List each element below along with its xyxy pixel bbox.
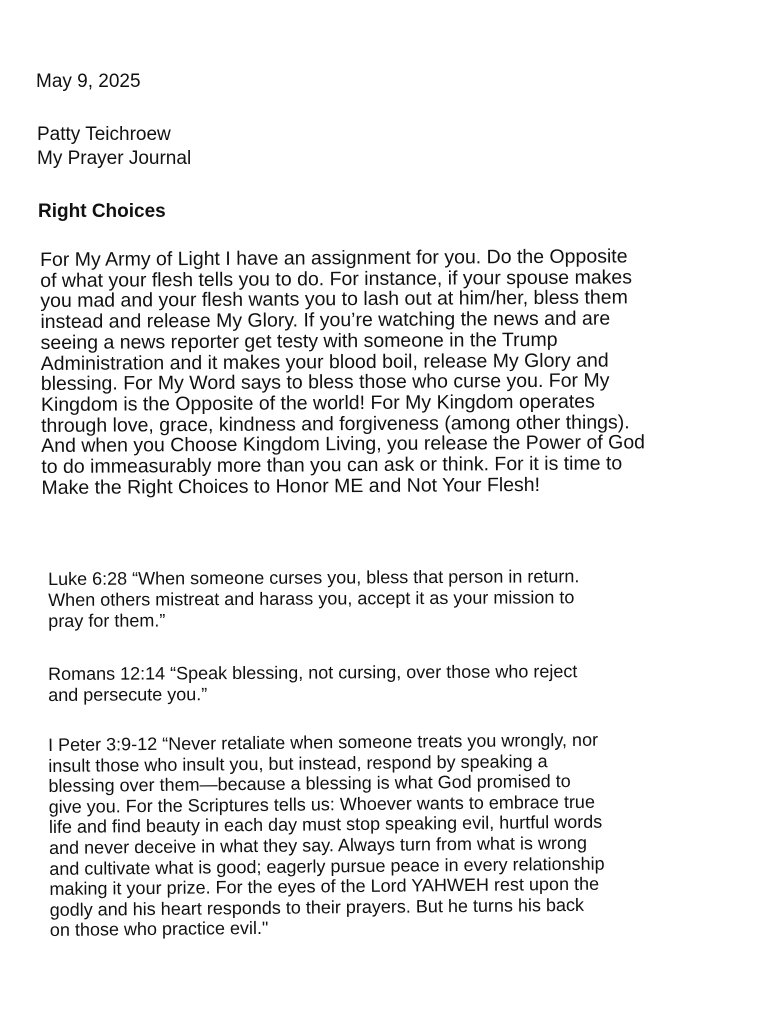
scripture-line: on those who practice evil.": [49, 918, 269, 941]
paragraph-line: of what your flesh tells you to do. For instance, if your spouse makes: [40, 266, 633, 292]
paragraph-line: And when you Choose Kingdom Living, you release the Power of God: [41, 431, 646, 458]
entry-date: May 9, 2025: [36, 71, 141, 92]
scripture-peter: [48, 729, 710, 941]
paragraph-line: For My Army of Light I have an assignment for you. Do the Opposite: [39, 245, 628, 271]
paragraph-line: through love, grace, kindness and forgiveness (among other things).: [41, 411, 630, 437]
scripture-line: and cultivate what is good; eagerly pursue peace in every relationship: [49, 853, 605, 879]
paragraph-line: seeing a news reporter get testy with someone in the Trump: [40, 328, 558, 354]
message-paragraph: [40, 246, 714, 499]
scripture-line: godly and his heart responds to their prayers. But he turns his back: [49, 894, 585, 920]
author-block: [37, 123, 191, 171]
scripture-line: When others mistreat and harass you, accept it as your mission to: [48, 587, 575, 610]
scripture-line: life and find beauty in each day must stop speaking evil, hurtful words: [48, 812, 603, 838]
scripture-line: Luke 6:28 “When someone curses you, bless that person in return.: [48, 566, 580, 589]
author-name: Patty Teichroew: [37, 124, 171, 145]
scripture-romans: [48, 661, 712, 706]
scripture-line: blessing over them—because a blessing is what God promised to: [48, 771, 571, 797]
paragraph-line: to do immeasurably more than you can ask or think. For it is time to: [41, 452, 623, 479]
paragraph-line: Make the Right Choices to Honor ME and Not Your Flesh!: [41, 473, 541, 499]
scripture-line: and never deceive in what they say. Always turn from what is wrong: [48, 832, 588, 858]
scripture-luke: [48, 566, 712, 632]
scripture-line: insult those who insult you, but instead, respond by speaking a: [48, 750, 548, 776]
paragraph-line: Kingdom is the Opposite of the world! For My Kingdom operates: [40, 390, 595, 416]
paragraph-line: you mad and your flesh wants you to lash out at him/her, bless them: [40, 286, 628, 313]
paragraph-line: instead and release My Glory. If you’re watching the news and are: [40, 307, 611, 334]
scripture-line: Romans 12:14 “Speak blessing, not cursing, over those who reject: [48, 661, 578, 684]
entry-title: Right Choices: [38, 201, 166, 222]
scripture-line: making it your prize. For the eyes of the Lord YAHWEH rest upon the: [49, 873, 600, 900]
scripture-line: I Peter 3:9-12 “Never retaliate when someone treats you wrongly, nor: [48, 729, 599, 755]
paragraph-line: Administration and it makes your blood boil, release My Glory and: [40, 349, 609, 375]
paragraph-line: blessing. For My Word says to bless those who curse you. For My: [40, 369, 610, 396]
scripture-line: give you. For the Scriptures tells us: Whoever wants to embrace true: [48, 791, 595, 817]
journal-name: My Prayer Journal: [37, 148, 192, 169]
scripture-line: pray for them.”: [48, 610, 166, 631]
scripture-line: and persecute you.”: [48, 684, 208, 705]
